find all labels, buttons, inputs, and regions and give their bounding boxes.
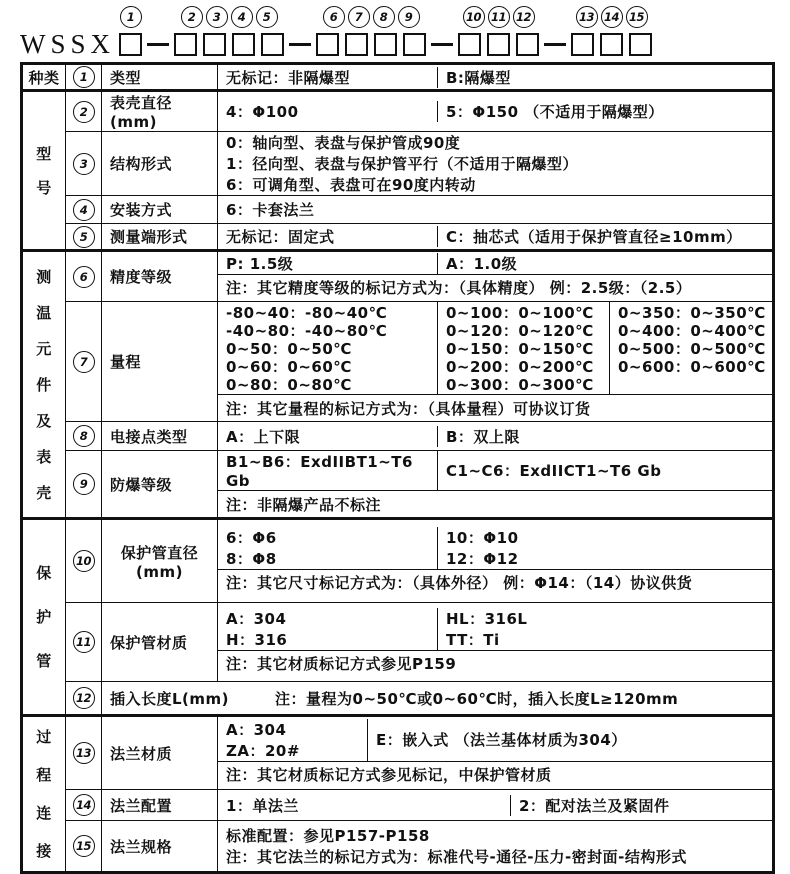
code-box <box>203 33 226 56</box>
option-cell: 无标记：固定式 C：抽芯式（适用于保护管直径≥10mm） <box>218 224 774 251</box>
row-number: 15 <box>66 821 102 873</box>
row-label: 量程 <box>102 302 218 422</box>
table-row <box>22 91 774 132</box>
note-cell: 注：其它尺寸标记方式为：（具体外径） 例：Φ14：（14）协议供货 <box>218 569 772 596</box>
option-cell: 1：单法兰 2：配对法兰及紧固件 <box>218 790 774 821</box>
row-number: 7 <box>66 302 102 422</box>
table-row <box>22 716 774 790</box>
circled-number-8: 8 <box>373 6 395 28</box>
group-label: 种类 <box>22 64 66 91</box>
note-cell: 注：其它材质标记方式参见P159 <box>218 650 772 677</box>
option-cell: 无标记：非隔爆型 B:隔爆型 <box>218 64 774 91</box>
table-row <box>22 132 774 196</box>
option-cell: A：304 H：316 HL：316L TT：Ti 注：其它材质标记方式参见P159 <box>218 603 774 682</box>
row-number: 5 <box>66 224 102 251</box>
option-cell: -80~40：-80~40℃ -40~80：-40~80℃ 0~50：0~50℃ 0~60：0~60℃ 0~80：0~80℃ 0~100：0~100℃ 0~120：0~120℃ 0~150：0~150℃ 0~200：0~200℃ 0~300：0~300℃ 0~350：0~350℃ 0~400：0~400℃ 0~500：0~500℃ 0~600：0~600℃ 注：其它量程的标记方式为：（具体量程）可协议订货 <box>218 302 774 422</box>
group-label: 保护管 <box>22 519 66 716</box>
table-row <box>22 422 774 451</box>
circled-number-15: 15 <box>626 6 648 28</box>
table-row <box>22 821 774 873</box>
circled-number-10: 10 <box>463 6 485 28</box>
note-cell: 注：其它量程的标记方式为：（具体量程）可协议订货 <box>218 394 772 421</box>
code-group-5 <box>571 4 652 58</box>
code-group-1 <box>119 4 142 58</box>
row-label: 精度等级 <box>102 251 218 302</box>
circled-number-7: 7 <box>348 6 370 28</box>
row-number: 6 <box>66 251 102 302</box>
table-row <box>22 603 774 682</box>
code-group-2 <box>174 4 284 58</box>
circled-number-4: 4 <box>231 6 253 28</box>
code-box <box>345 33 368 56</box>
option-cell: 6：卡套法兰 <box>218 196 774 224</box>
circled-number-12: 12 <box>513 6 535 28</box>
circled-number-5: 5 <box>256 6 278 28</box>
option-cell: 标准配置：参见P157-P158 注：其它法兰的标记方式为：标准代号-通径-压力-密封面-结构形式 <box>218 821 774 873</box>
row-label: 法兰配置 <box>102 790 218 821</box>
row-number: 1 <box>66 64 102 91</box>
option-cell: 6：Φ6 8：Φ8 10：Φ10 12：Φ12 注：其它尺寸标记方式为：（具体外径） 例：Φ14：（14）协议供货 <box>218 519 774 603</box>
option-cell: 4：Φ100 5：Φ150 （不适用于隔爆型） <box>218 91 774 132</box>
row-number: 2 <box>66 91 102 132</box>
dash-icon <box>431 43 453 46</box>
circled-number-13: 13 <box>576 6 598 28</box>
row-label: 结构形式 <box>102 132 218 196</box>
note-cell: 注：量程为0~50℃或0~60℃时，插入长度L≥120mm <box>275 689 679 708</box>
table-row <box>22 682 774 716</box>
row-number: 3 <box>66 132 102 196</box>
model-code-header <box>20 4 790 58</box>
row-number: 14 <box>66 790 102 821</box>
code-box <box>458 33 481 56</box>
row-number: 13 <box>66 716 102 790</box>
table-row <box>22 251 774 302</box>
table-row <box>22 64 774 91</box>
code-box <box>316 33 339 56</box>
row-number: 4 <box>66 196 102 224</box>
table-row <box>22 196 774 224</box>
group-label: 过程连接 <box>22 716 66 873</box>
row-label: 保护管材质 <box>102 603 218 682</box>
table-row <box>22 451 774 519</box>
table-row <box>22 519 774 603</box>
option-cell: P: 1.5级 A：1.0级 注：其它精度等级的标记方式为：（具体精度） 例：2.5级：（2.5） <box>218 251 774 302</box>
note-cell: 注：其它法兰的标记方式为：标准代号-通径-压力-密封面-结构形式 <box>226 848 687 866</box>
code-box <box>516 33 539 56</box>
code-box <box>119 33 142 56</box>
model-prefix-group <box>20 4 119 58</box>
code-box <box>600 33 623 56</box>
table-row <box>22 224 774 251</box>
code-box <box>487 33 510 56</box>
row-label: 保护管直径 (mm) <box>102 519 218 603</box>
note-cell: 注：非隔爆产品不标注 <box>218 490 772 517</box>
model-selection-table <box>20 62 775 874</box>
note-cell: 注：其它精度等级的标记方式为：（具体精度） 例：2.5级：（2.5） <box>218 274 772 301</box>
row-label: 电接点类型 <box>102 422 218 451</box>
row-number: 10 <box>66 519 102 603</box>
row-label: 法兰规格 <box>102 821 218 873</box>
option-cell: A：上下限 B：双上限 <box>218 422 774 451</box>
code-box <box>232 33 255 56</box>
dash-icon <box>147 43 169 46</box>
dash-icon <box>544 43 566 46</box>
row-label: 表壳直径(mm) <box>102 91 218 132</box>
code-box <box>571 33 594 56</box>
row-number: 12 <box>66 682 102 716</box>
option-cell <box>102 682 774 716</box>
group-label: 型号 <box>22 91 66 251</box>
code-box <box>403 33 426 56</box>
row-number: 9 <box>66 451 102 519</box>
code-box <box>261 33 284 56</box>
row-label: 测量端形式 <box>102 224 218 251</box>
option-cell: 0：轴向型、表盘与保护管成90度 1：径向型、表盘与保护管平行（不适用于隔爆型） 6：可调角型、表盘可在90度内转动 <box>218 132 774 196</box>
circled-number-9: 9 <box>398 6 420 28</box>
row-label: 类型 <box>102 64 218 91</box>
table-row <box>22 302 774 422</box>
row-label: 插入长度L(mm) <box>110 689 230 708</box>
circled-number-11: 11 <box>488 6 510 28</box>
group-label: 测温元件及表壳 <box>22 251 66 519</box>
option-cell: B1~B6：ExdIIBT1~T6 Gb C1~C6：ExdIICT1~T6 Gb 注：非隔爆产品不标注 <box>218 451 774 519</box>
circled-number-14: 14 <box>601 6 623 28</box>
code-group-4 <box>458 4 539 58</box>
dash-icon <box>289 43 311 46</box>
code-box <box>374 33 397 56</box>
code-group-3 <box>316 4 426 58</box>
table-row <box>22 790 774 821</box>
circled-number-3: 3 <box>206 6 228 28</box>
row-number: 11 <box>66 603 102 682</box>
model-prefix: WSSX <box>20 29 116 59</box>
row-label: 安装方式 <box>102 196 218 224</box>
option-cell: A：304 ZA：20# E：嵌入式 （法兰基体材质为304） 注：其它材质标记方式参见标记，中保护管材质 <box>218 716 774 790</box>
row-label: 法兰材质 <box>102 716 218 790</box>
circled-number-1: 1 <box>120 6 142 28</box>
row-label: 防爆等级 <box>102 451 218 519</box>
code-box <box>629 33 652 56</box>
circled-number-6: 6 <box>323 6 345 28</box>
row-number: 8 <box>66 422 102 451</box>
code-box <box>174 33 197 56</box>
circled-number-2: 2 <box>181 6 203 28</box>
note-cell: 注：其它材质标记方式参见标记，中保护管材质 <box>218 761 772 788</box>
